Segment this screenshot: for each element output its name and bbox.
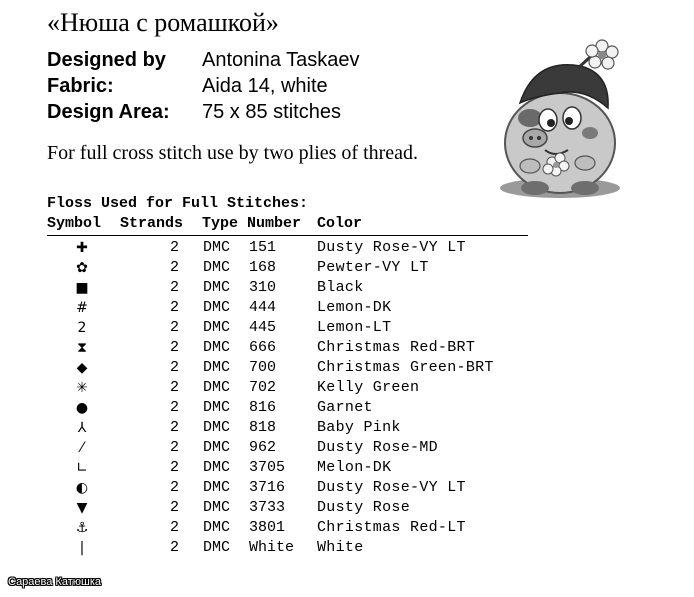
number-cell: 445 <box>249 319 277 336</box>
type-cell: DMC <box>203 299 231 316</box>
table-row <box>0 258 600 278</box>
table-row <box>0 358 600 378</box>
symbol-cell: ⧗ <box>77 340 87 356</box>
symbol-cell: ⚓ <box>75 520 89 536</box>
color-cell: Christmas Red-LT <box>317 519 466 536</box>
symbol-cell: ■ <box>75 280 89 296</box>
designed-by-value: Antonina Taskaev <box>202 49 360 71</box>
table-row <box>0 458 600 478</box>
strands-cell: 2 <box>169 299 179 316</box>
color-cell: Christmas Red-BRT <box>317 339 476 356</box>
header-color: Color <box>317 215 363 232</box>
number-cell: 818 <box>249 419 277 436</box>
symbol-cell: ✿ <box>76 260 88 276</box>
number-cell: 3801 <box>249 519 286 536</box>
number-cell: 168 <box>249 259 277 276</box>
design-area-label: Design Area: <box>47 101 170 123</box>
type-cell: DMC <box>203 259 231 276</box>
symbol-cell: ⁄ <box>80 440 84 456</box>
table-row <box>0 238 600 258</box>
fabric-value: Aida 14, white <box>202 75 328 97</box>
strands-cell: 2 <box>169 419 179 436</box>
color-cell: White <box>317 539 364 556</box>
symbol-cell: | <box>79 540 85 556</box>
color-cell: Lemon-LT <box>317 319 392 336</box>
fabric-label: Fabric: <box>47 75 114 97</box>
pattern-title: «Нюша с ромашкой» <box>47 8 279 37</box>
type-cell: DMC <box>203 479 231 496</box>
strands-cell: 2 <box>169 319 179 336</box>
symbol-cell: ● <box>75 400 89 416</box>
strands-cell: 2 <box>169 339 179 356</box>
strands-cell: 2 <box>169 239 179 256</box>
table-row <box>0 318 600 338</box>
table-row <box>0 398 600 418</box>
table-row <box>0 338 600 358</box>
strands-cell: 2 <box>169 379 179 396</box>
color-cell: Kelly Green <box>317 379 420 396</box>
symbol-cell: ✚ <box>76 240 88 256</box>
color-cell: Baby Pink <box>317 419 401 436</box>
number-cell: 3716 <box>249 479 286 496</box>
color-cell: Dusty Rose-VY LT <box>317 239 466 256</box>
symbol-cell: ◆ <box>76 360 88 376</box>
header-strands: Strands <box>120 215 184 232</box>
color-cell: Melon-DK <box>317 459 392 476</box>
type-cell: DMC <box>203 239 231 256</box>
number-cell: 816 <box>249 399 277 416</box>
pig-character-illustration <box>490 38 640 203</box>
strands-cell: 2 <box>169 499 179 516</box>
table-row <box>0 418 600 438</box>
type-cell: DMC <box>203 459 231 476</box>
type-cell: DMC <box>203 399 231 416</box>
symbol-cell: ∟ <box>76 460 88 476</box>
color-cell: Lemon-DK <box>317 299 392 316</box>
thread-note: For full cross stitch use by two plies of thread. <box>47 142 419 164</box>
strands-cell: 2 <box>169 459 179 476</box>
type-cell: DMC <box>203 419 231 436</box>
table-row <box>0 538 600 558</box>
header-type: Type <box>202 215 239 232</box>
number-cell: 700 <box>249 359 277 376</box>
number-cell: 444 <box>249 299 277 316</box>
number-cell: 3733 <box>249 499 286 516</box>
table-row <box>0 518 600 538</box>
type-cell: DMC <box>203 279 231 296</box>
strands-cell: 2 <box>169 479 179 496</box>
table-row <box>0 478 600 498</box>
design-area-line <box>47 100 341 124</box>
strands-cell: 2 <box>169 279 179 296</box>
type-cell: DMC <box>203 439 231 456</box>
design-area-value: 75 x 85 stitches <box>202 101 341 123</box>
table-row <box>0 278 600 298</box>
number-cell: 151 <box>249 239 277 256</box>
number-cell: 3705 <box>249 459 286 476</box>
number-cell: 310 <box>249 279 277 296</box>
type-cell: DMC <box>203 339 231 356</box>
strands-cell: 2 <box>169 519 179 536</box>
symbol-cell: 2 <box>77 320 87 336</box>
color-cell: Christmas Green-BRT <box>317 359 494 376</box>
symbol-cell: ▼ <box>76 500 88 516</box>
strands-cell: 2 <box>169 439 179 456</box>
type-cell: DMC <box>203 359 231 376</box>
color-cell: Dusty Rose-MD <box>317 439 438 456</box>
header-symbol: Symbol <box>47 215 102 232</box>
color-cell: Dusty Rose-VY LT <box>317 479 466 496</box>
floss-table-title: Floss Used for Full Stitches: <box>47 195 309 212</box>
color-cell: Pewter-VY LT <box>317 259 429 276</box>
header-number: Number <box>247 215 302 232</box>
number-cell: 666 <box>249 339 277 356</box>
author-credit: Сараева Катюшка <box>8 576 102 588</box>
number-cell: White <box>249 539 295 556</box>
fabric-line <box>47 74 328 98</box>
designed-by-label: Designed by <box>47 49 166 71</box>
color-cell: Garnet <box>317 399 373 416</box>
number-cell: 702 <box>249 379 277 396</box>
strands-cell: 2 <box>169 539 179 556</box>
color-cell: Dusty Rose <box>317 499 411 516</box>
type-cell: DMC <box>203 519 231 536</box>
designer-line <box>47 48 360 72</box>
table-row <box>0 498 600 518</box>
table-row <box>0 298 600 318</box>
symbol-cell: ✳ <box>76 380 88 396</box>
type-cell: DMC <box>203 539 231 556</box>
symbol-cell: # <box>76 300 88 316</box>
symbol-cell: ◐ <box>75 480 89 496</box>
symbol-cell: ⅄ <box>77 420 87 436</box>
strands-cell: 2 <box>169 259 179 276</box>
number-cell: 962 <box>249 439 277 456</box>
type-cell: DMC <box>203 499 231 516</box>
strands-cell: 2 <box>169 359 179 376</box>
strands-cell: 2 <box>169 399 179 416</box>
header-divider <box>47 235 528 236</box>
table-row <box>0 438 600 458</box>
type-cell: DMC <box>203 319 231 336</box>
table-row <box>0 378 600 398</box>
type-cell: DMC <box>203 379 231 396</box>
color-cell: Black <box>317 279 364 296</box>
